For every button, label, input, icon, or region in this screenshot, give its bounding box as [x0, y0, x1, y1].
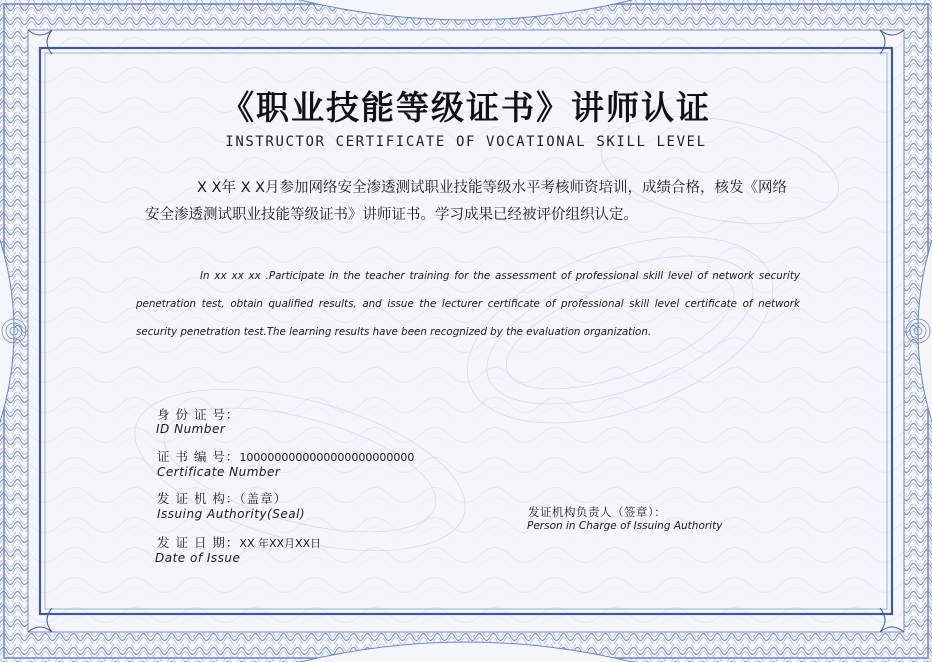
certificate-number-label-cn: 证 书 编 号：	[157, 449, 240, 464]
certificate-number-label-en: Certificate Number	[157, 465, 281, 479]
certificate-subtitle: INSTRUCTOR CERTIFICATE OF VOCATIONAL SKILL LEVEL	[225, 134, 707, 150]
date-of-issue-label	[157, 533, 321, 551]
id-number-label-cn: 身 份 证 号：	[157, 407, 240, 422]
body-english: In xx xx xx .Participate in the teacher training for the assessment of professional skill level of network security penetration test, obtain qualified results, and issue the lecturer certificate of professional skill level certificate of network security penetration test.The learning results have been recognized by the evaluation organization.	[136, 270, 800, 338]
person-in-charge-label-en: Person in Charge of Issuing Authority	[527, 520, 723, 532]
issuing-authority-label-cn: 发 证 机 构：（盖章）	[157, 491, 288, 506]
date-of-issue-label-en: Date of Issue	[155, 551, 241, 565]
date-of-issue-label-cn: 发 证 日 期：	[157, 535, 240, 550]
body-chinese: X X年 X X月参加网络安全渗透测试职业技能等级水平考核师资培训，成绩合格，核发《网络安全渗透测试职业技能等级证书》讲师证书。学习成果已经被评价组织认定。	[145, 180, 788, 223]
person-in-charge-label-cn: 发证机构负责人（签章）：	[528, 505, 667, 519]
id-number-label-en: ID Number	[156, 422, 226, 436]
id-number-label	[157, 405, 239, 423]
date-of-issue-value: XX 年XX月XX日	[239, 537, 322, 550]
certificate-number-value: 1000000000000000000000000	[239, 451, 415, 464]
certificate-number-label	[157, 447, 414, 465]
certificate-title: 《职业技能等级证书》讲师认证	[221, 88, 711, 127]
issuing-authority-label-en: Issuing Authority(Seal)	[157, 507, 306, 521]
